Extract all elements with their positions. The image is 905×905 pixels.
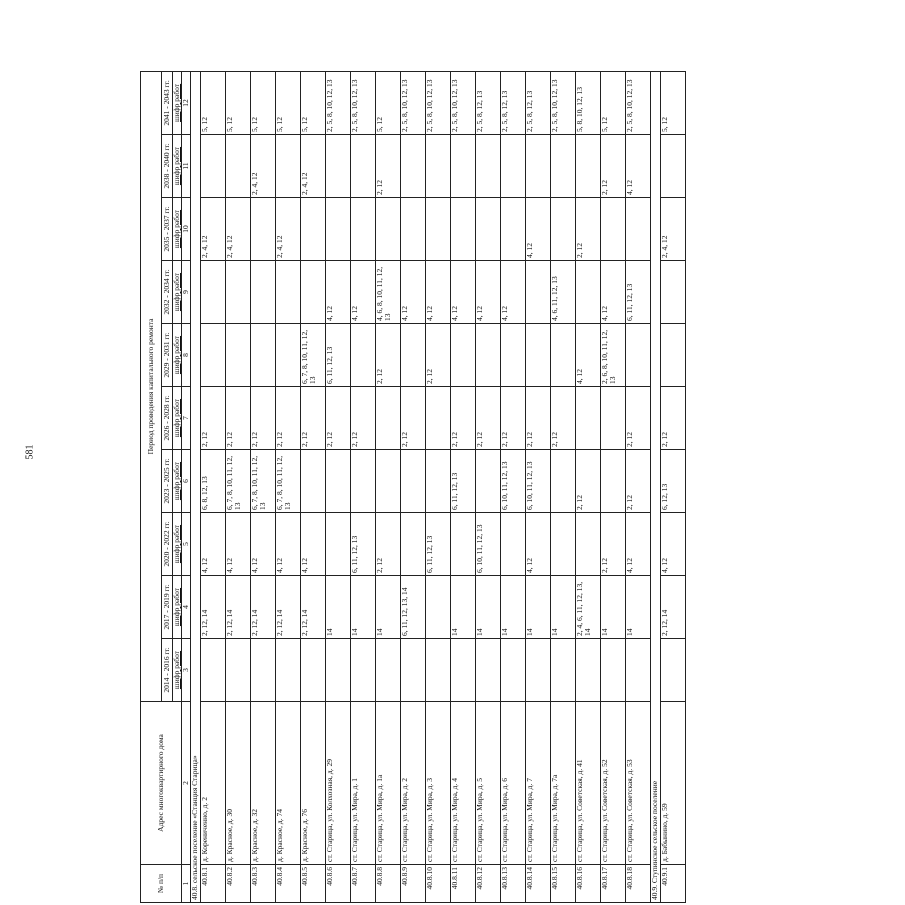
row-address: ст. Старица, ул. Мира, д. 4 [451, 702, 476, 865]
header-sublabel: шифр работ [173, 450, 182, 513]
work-code-cell: 2, 12, 14 [201, 576, 226, 639]
row-address: ст. Старица, ул. Мира, д. 6 [501, 702, 526, 865]
work-code-cell: 2, 12 [576, 198, 601, 261]
work-code-cell [351, 198, 376, 261]
work-code-cell [501, 198, 526, 261]
work-code-cell: 4, 12 [601, 261, 626, 324]
repair-schedule-table-wrapper [140, 71, 686, 903]
work-code-cell: 4, 12 [276, 513, 301, 576]
work-code-cell: 6, 7, 8, 10, 11, 12, 13 [226, 450, 251, 513]
work-code-cell: 4, 12 [401, 261, 426, 324]
work-code-cell: 2, 12 [626, 450, 651, 513]
row-number: 40.8.9 [401, 865, 426, 903]
work-code-cell: 2, 4, 12 [276, 198, 301, 261]
work-code-cell [601, 387, 626, 450]
work-code-cell [226, 261, 251, 324]
row-address: ст. Старица, ул. Мира, д. 7 [526, 702, 551, 865]
work-code-cell: 4, 12 [501, 261, 526, 324]
work-code-cell: 4, 12 [326, 261, 351, 324]
work-code-cell [276, 639, 301, 702]
work-code-cell [276, 324, 301, 387]
section-row [191, 71, 201, 902]
table-row [376, 71, 401, 902]
row-number: 40.8.6 [326, 865, 351, 903]
work-code-cell: 2, 6, 8, 10, 11, 12, 13 [601, 324, 626, 387]
row-number: 40.8.3 [251, 865, 276, 903]
section-cell [191, 71, 201, 902]
work-code-cell [476, 324, 501, 387]
work-code-cell [501, 513, 526, 576]
table-header [141, 71, 191, 902]
work-code-cell [376, 450, 401, 513]
work-code-cell [426, 450, 451, 513]
row-number: 40.8.8 [376, 865, 401, 903]
row-address: ст. Старица, ул. Мира, д. 1 [351, 702, 376, 865]
work-code-cell: 14 [601, 576, 626, 639]
work-code-cell [251, 639, 276, 702]
table-row [351, 71, 376, 902]
work-code-cell: 4, 12 [226, 513, 251, 576]
work-code-cell: 2, 4, 12 [201, 198, 226, 261]
work-code-cell [526, 324, 551, 387]
work-code-cell: 4, 12 [201, 513, 226, 576]
work-code-cell: 2, 12 [376, 135, 401, 198]
work-code-cell: 2, 5, 8, 12, 13 [501, 71, 526, 134]
table-row [551, 71, 576, 902]
work-code-cell [476, 198, 501, 261]
work-code-cell: 2, 5, 8, 12, 13 [526, 71, 551, 134]
work-code-cell [376, 387, 401, 450]
row-address: д. Красное, д. 30 [226, 702, 251, 865]
work-code-cell [551, 324, 576, 387]
work-code-cell [451, 324, 476, 387]
work-code-cell: 2, 12 [276, 387, 301, 450]
header-period-7: 2032 - 2034 гг. [162, 261, 173, 324]
row-address: ст. Старица, ул. Советская, д. 41 [576, 702, 601, 865]
work-code-cell [401, 639, 426, 702]
work-code-cell [201, 261, 226, 324]
table-row [576, 71, 601, 902]
row-number: 40.8.15 [551, 865, 576, 903]
table-body [191, 71, 686, 902]
work-code-cell: 4, 6, 11, 12, 13 [551, 261, 576, 324]
work-code-cell [251, 324, 276, 387]
column-number: 9 [182, 261, 191, 324]
work-code-cell [426, 387, 451, 450]
row-address: ст. Старица, ул. Мира, д. 7а [551, 702, 576, 865]
work-code-cell: 6, 8, 12, 13 [201, 450, 226, 513]
work-code-cell: 4, 12 [251, 513, 276, 576]
work-code-cell [226, 639, 251, 702]
column-number: 7 [182, 387, 191, 450]
row-address: д. Красное, д. 32 [251, 702, 276, 865]
row-number: 40.8.2 [226, 865, 251, 903]
work-code-cell: 6, 11, 12, 13 [626, 261, 651, 324]
header-sublabel: шифр работ [173, 324, 182, 387]
work-code-cell: 6, 11, 12, 13 [426, 513, 451, 576]
work-code-cell: 4, 12 [451, 261, 476, 324]
work-code-cell [551, 513, 576, 576]
work-code-cell [476, 639, 501, 702]
work-code-cell: 6, 10, 11, 12, 13 [476, 513, 501, 576]
table-row [251, 71, 276, 902]
work-code-cell [576, 135, 601, 198]
work-code-cell: 4, 12 [426, 261, 451, 324]
row-number: 40.8.10 [426, 865, 451, 903]
work-code-cell: 14 [551, 576, 576, 639]
row-address: д. Бабынино, д. 59 [661, 702, 686, 865]
work-code-cell: 2, 12 [351, 387, 376, 450]
work-code-cell: 2, 12 [326, 387, 351, 450]
column-number: 2 [182, 702, 191, 865]
row-number: 40.8.17 [601, 865, 626, 903]
section-title: Ступинское сельское поселение [650, 780, 659, 884]
work-code-cell: 4, 12 [526, 198, 551, 261]
work-code-cell: 5, 12 [201, 71, 226, 134]
work-code-cell [426, 576, 451, 639]
work-code-cell: 4, 12 [351, 261, 376, 324]
row-number: 40.9.1 [661, 865, 686, 903]
row-number: 40.8.4 [276, 865, 301, 903]
work-code-cell: 2, 12 [601, 135, 626, 198]
work-code-cell [451, 513, 476, 576]
row-address: ст. Старица, ул. Мира, д. 1а [376, 702, 401, 865]
row-number: 40.8.18 [626, 865, 651, 903]
work-code-cell: 2, 12 [451, 387, 476, 450]
work-code-cell [251, 198, 276, 261]
work-code-cell: 2, 5, 8, 10, 12, 13 [551, 71, 576, 134]
work-code-cell [201, 324, 226, 387]
column-number: 10 [182, 198, 191, 261]
work-code-cell [661, 261, 686, 324]
work-code-cell: 14 [626, 576, 651, 639]
work-code-cell: 2, 4, 12 [251, 135, 276, 198]
work-code-cell: 6, 10, 11, 12, 13 [501, 450, 526, 513]
table-row [476, 71, 501, 902]
work-code-cell [301, 639, 326, 702]
work-code-cell: 2, 12, 14 [226, 576, 251, 639]
work-code-cell: 2, 12 [626, 387, 651, 450]
work-code-cell [276, 261, 301, 324]
column-number: 12 [182, 71, 191, 134]
work-code-cell [326, 198, 351, 261]
work-code-cell: 14 [476, 576, 501, 639]
table-row [451, 71, 476, 902]
row-address: ст. Старица, ул. Мира, д. 3 [426, 702, 451, 865]
work-code-cell [576, 261, 601, 324]
work-code-cell [576, 639, 601, 702]
header-period-5: 2026 - 2028 гг. [162, 387, 173, 450]
header-address: Адрес многоквартирного дома [141, 702, 182, 865]
work-code-cell [451, 639, 476, 702]
section-number: 40.9. [650, 885, 659, 900]
work-code-cell: 4, 12 [526, 513, 551, 576]
work-code-cell: 6, 7, 8, 10, 11, 12, 13 [301, 324, 326, 387]
row-number: 40.8.13 [501, 865, 526, 903]
work-code-cell [601, 198, 626, 261]
work-code-cell [626, 324, 651, 387]
table-row [276, 71, 301, 902]
work-code-cell [551, 450, 576, 513]
work-code-cell [426, 198, 451, 261]
work-code-cell [201, 639, 226, 702]
work-code-cell: 2, 12 [661, 387, 686, 450]
work-code-cell [351, 450, 376, 513]
work-code-cell: 4, 12 [476, 261, 501, 324]
work-code-cell [326, 450, 351, 513]
work-code-cell [476, 135, 501, 198]
work-code-cell [661, 639, 686, 702]
work-code-cell [601, 639, 626, 702]
column-number: 5 [182, 513, 191, 576]
work-code-cell [301, 198, 326, 261]
work-code-cell: 6, 12, 13 [661, 450, 686, 513]
row-address: ст. Старица, ул. Мира, д. 2 [401, 702, 426, 865]
header-period-title: Период проведения капитального ремонта [141, 71, 162, 701]
section-cell [651, 71, 661, 902]
work-code-cell: 6, 11, 12, 13 [351, 513, 376, 576]
work-code-cell: 6, 11, 12, 13 [326, 324, 351, 387]
work-code-cell [501, 135, 526, 198]
work-code-cell: 2, 4, 6, 11, 12, 13, 14 [576, 576, 601, 639]
column-number: 6 [182, 450, 191, 513]
work-code-cell [326, 513, 351, 576]
column-number: 1 [182, 865, 191, 903]
work-code-cell: 5, 12 [226, 71, 251, 134]
work-code-cell [551, 135, 576, 198]
header-sublabel: шифр работ [173, 576, 182, 639]
work-code-cell: 2, 12 [426, 324, 451, 387]
work-code-cell [351, 324, 376, 387]
header-sublabel: шифр работ [173, 71, 182, 134]
table-row [626, 71, 651, 902]
work-code-cell: 6, 11, 12, 13 [451, 450, 476, 513]
work-code-cell [526, 261, 551, 324]
work-code-cell [251, 261, 276, 324]
header-period-9: 2038 - 2040 гг. [162, 135, 173, 198]
work-code-cell: 2, 12 [601, 513, 626, 576]
table-row [526, 71, 551, 902]
header-period-3: 2020 - 2022 гг. [162, 513, 173, 576]
work-code-cell: 2, 4, 12 [301, 135, 326, 198]
column-number: 3 [182, 639, 191, 702]
work-code-cell [601, 450, 626, 513]
work-code-cell: 14 [451, 576, 476, 639]
work-code-cell [401, 324, 426, 387]
section-row [651, 71, 661, 902]
column-number: 4 [182, 576, 191, 639]
header-sublabel: шифр работ [173, 261, 182, 324]
row-number: 40.8.7 [351, 865, 376, 903]
work-code-cell: 2, 12, 14 [301, 576, 326, 639]
repair-schedule-table [140, 71, 686, 903]
row-address: ст. Старица, ул. Колхозная, д. 29 [326, 702, 351, 865]
work-code-cell: 4, 12 [301, 513, 326, 576]
header-period-2: 2017 - 2019 гг. [162, 576, 173, 639]
work-code-cell [661, 135, 686, 198]
work-code-cell: 2, 12 [376, 513, 401, 576]
column-number: 8 [182, 324, 191, 387]
row-address: ст. Старица, ул. Мира, д. 5 [476, 702, 501, 865]
table-row [401, 71, 426, 902]
work-code-cell: 5, 12 [301, 71, 326, 134]
row-number: 40.8.1 [201, 865, 226, 903]
row-number: 40.8.11 [451, 865, 476, 903]
header-period-6: 2029 - 2031 гг. [162, 324, 173, 387]
header-sublabel: шифр работ [173, 198, 182, 261]
work-code-cell [376, 639, 401, 702]
work-code-cell: 2, 12, 14 [661, 576, 686, 639]
column-number: 11 [182, 135, 191, 198]
work-code-cell [551, 198, 576, 261]
work-code-cell: 5, 8, 10, 12, 13 [576, 71, 601, 134]
row-number: 40.8.16 [576, 865, 601, 903]
work-code-cell: 14 [501, 576, 526, 639]
work-code-cell [426, 639, 451, 702]
work-code-cell [476, 450, 501, 513]
work-code-cell: 2, 12 [526, 387, 551, 450]
header-sublabel: шифр работ [173, 387, 182, 450]
table-row [501, 71, 526, 902]
work-code-cell: 2, 12 [201, 387, 226, 450]
work-code-cell [401, 513, 426, 576]
work-code-cell: 2, 12 [576, 450, 601, 513]
work-code-cell: 14 [351, 576, 376, 639]
row-number: 40.8.12 [476, 865, 501, 903]
row-address: д. Корениченно, д. 2 [201, 702, 226, 865]
work-code-cell: 2, 12, 14 [251, 576, 276, 639]
work-code-cell [401, 198, 426, 261]
work-code-cell: 2, 5, 8, 10, 12, 13 [351, 71, 376, 134]
work-code-cell: 2, 12 [401, 387, 426, 450]
work-code-cell [401, 135, 426, 198]
row-address: д. Красное, д. 76 [301, 702, 326, 865]
work-code-cell [226, 135, 251, 198]
page-number: 581 [24, 444, 36, 460]
header-sublabel: шифр работ [173, 513, 182, 576]
work-code-cell: 6, 10, 11, 12, 13 [526, 450, 551, 513]
work-code-cell: 4, 12 [626, 135, 651, 198]
table-row [426, 71, 451, 902]
work-code-cell [551, 639, 576, 702]
work-code-cell: 2, 12 [501, 387, 526, 450]
row-address: д. Красное, д. 74 [276, 702, 301, 865]
work-code-cell: 2, 5, 8, 12, 13 [476, 71, 501, 134]
work-code-cell: 2, 5, 8, 10, 12, 13 [326, 71, 351, 134]
work-code-cell [501, 639, 526, 702]
work-code-cell [576, 513, 601, 576]
work-code-cell [451, 135, 476, 198]
table-row [326, 71, 351, 902]
work-code-cell [351, 135, 376, 198]
work-code-cell [226, 324, 251, 387]
header-period-8: 2035 - 2037 гг. [162, 198, 173, 261]
work-code-cell [201, 135, 226, 198]
work-code-cell: 2, 5, 8, 10, 12, 13 [401, 71, 426, 134]
header-period-10: 2041 - 2043 гг. [162, 71, 173, 134]
section-title: сельское поселение «Станция Старица» [190, 755, 199, 884]
work-code-cell [626, 198, 651, 261]
header-period-4: 2023 - 2025 гг. [162, 450, 173, 513]
table-row [661, 71, 686, 902]
work-code-cell: 5, 12 [376, 71, 401, 134]
work-code-cell [301, 450, 326, 513]
work-code-cell [626, 639, 651, 702]
work-code-cell: 5, 12 [276, 71, 301, 134]
work-code-cell: 2, 5, 8, 10, 12, 13 [451, 71, 476, 134]
work-code-cell [526, 639, 551, 702]
work-code-cell: 5, 12 [251, 71, 276, 134]
work-code-cell: 2, 4, 12 [226, 198, 251, 261]
work-code-cell: 4, 12 [626, 513, 651, 576]
work-code-cell: 2, 4, 12 [661, 198, 686, 261]
work-code-cell [426, 135, 451, 198]
work-code-cell [401, 450, 426, 513]
work-code-cell: 2, 12 [301, 387, 326, 450]
header-period-1: 2014 - 2016 гг. [162, 639, 173, 702]
work-code-cell [526, 135, 551, 198]
header-sublabel: шифр работ [173, 135, 182, 198]
header-number: № п/п [141, 865, 182, 903]
work-code-cell: 6, 11, 12, 13, 14 [401, 576, 426, 639]
work-code-cell [351, 639, 376, 702]
work-code-cell: 2, 12 [551, 387, 576, 450]
work-code-cell: 2, 12, 14 [276, 576, 301, 639]
work-code-cell: 6, 7, 8, 10, 11, 12, 13 [251, 450, 276, 513]
work-code-cell: 2, 12 [251, 387, 276, 450]
work-code-cell: 14 [326, 576, 351, 639]
table-row [201, 71, 226, 902]
work-code-cell [301, 261, 326, 324]
header-sublabel: шифр работ [173, 639, 182, 702]
work-code-cell: 4, 6, 8, 10, 11, 12, 13 [376, 261, 401, 324]
work-code-cell: 14 [526, 576, 551, 639]
work-code-cell: 14 [376, 576, 401, 639]
work-code-cell [376, 198, 401, 261]
table-row [226, 71, 251, 902]
table-row [301, 71, 326, 902]
work-code-cell [326, 639, 351, 702]
row-number: 40.8.5 [301, 865, 326, 903]
work-code-cell [576, 387, 601, 450]
work-code-cell: 5, 12 [601, 71, 626, 134]
work-code-cell: 2, 12 [376, 324, 401, 387]
work-code-cell: 2, 5, 8, 10, 12, 13 [626, 71, 651, 134]
work-code-cell [501, 324, 526, 387]
section-number: 40.8. [190, 885, 199, 900]
work-code-cell: 5, 12 [661, 71, 686, 134]
row-number: 40.8.14 [526, 865, 551, 903]
work-code-cell [276, 135, 301, 198]
work-code-cell: 2, 12 [476, 387, 501, 450]
row-address: ст. Старица, ул. Советская, д. 53 [626, 702, 651, 865]
work-code-cell: 6, 7, 8, 10, 11, 12, 13 [276, 450, 301, 513]
work-code-cell [661, 324, 686, 387]
work-code-cell: 4, 12 [576, 324, 601, 387]
work-code-cell: 4, 12 [661, 513, 686, 576]
work-code-cell [326, 135, 351, 198]
work-code-cell: 2, 5, 8, 10, 12, 13 [426, 71, 451, 134]
table-row [601, 71, 626, 902]
work-code-cell: 2, 12 [226, 387, 251, 450]
work-code-cell [451, 198, 476, 261]
row-address: ст. Старица, ул. Советская, д. 52 [601, 702, 626, 865]
